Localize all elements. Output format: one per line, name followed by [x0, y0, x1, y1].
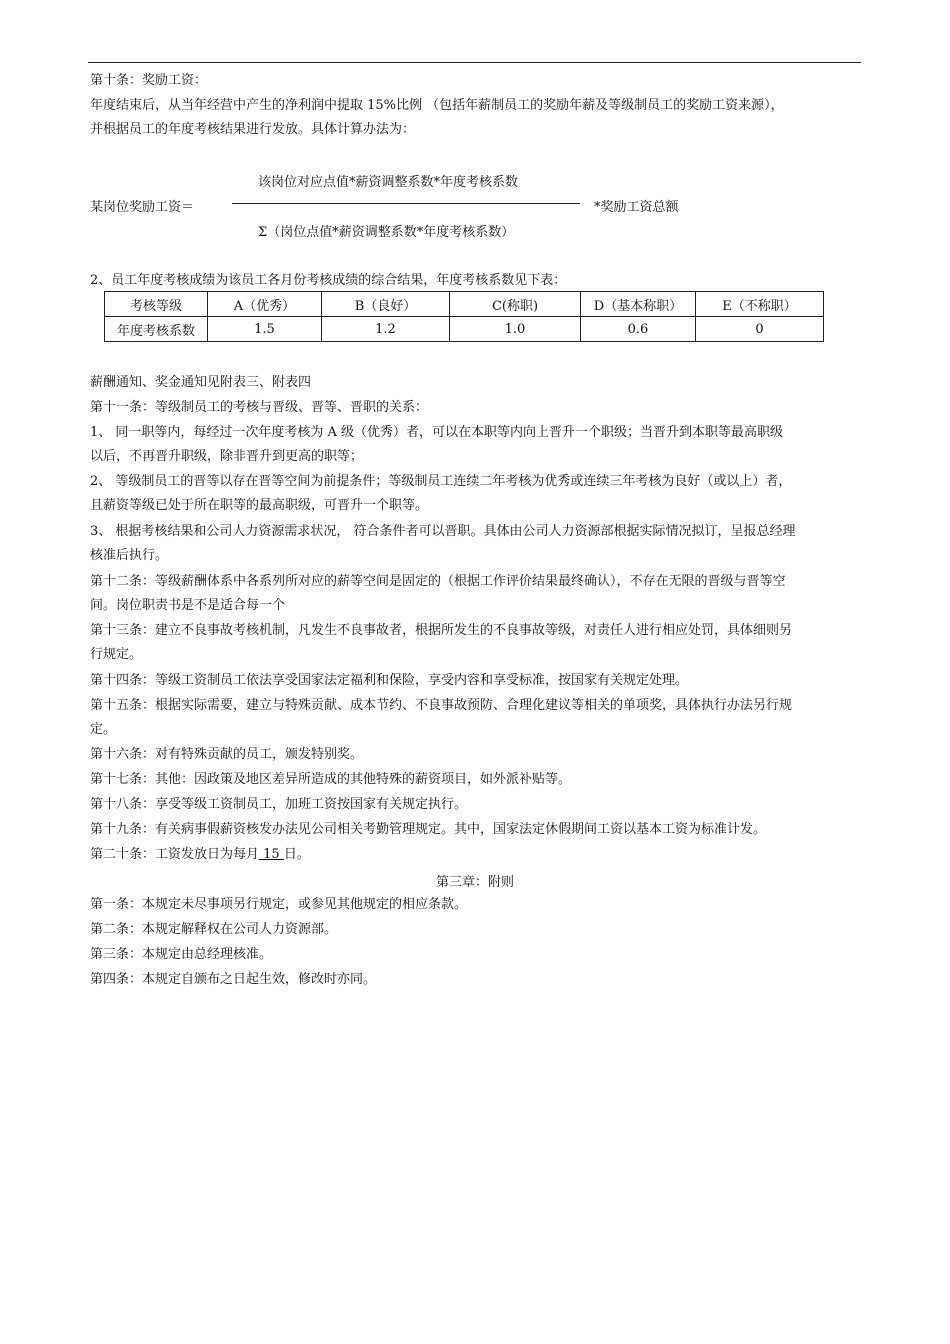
art20-prefix: 第二十条：工资发放日为每月 — [90, 847, 260, 862]
art11-p3a: 3、 根据考核结果和公司人力资源需求状况， 符合条件者可以晋职。具体由公司人力资源部根据实际情况拟订，呈报总经理 — [90, 524, 796, 539]
art15-line2: 定。 — [90, 722, 117, 737]
appendix-item: 第二条：本规定解释权在公司人力资源部。 — [90, 922, 338, 937]
art12-line2: 间。岗位职责书是不是适合每一个 — [90, 598, 286, 613]
fraction-bar — [232, 203, 580, 204]
header-rule — [88, 62, 861, 63]
pay-day-value: 15 — [259, 847, 284, 862]
table-cell: E（不称职） — [696, 292, 824, 317]
table-cell: A（优秀） — [208, 292, 322, 317]
art18-text: 第十八条：享受等级工资制员工，加班工资按国家有关规定执行。 — [90, 797, 468, 812]
notice-text: 薪酬通知、奖金通知见附表三、附表四 — [90, 375, 312, 390]
art10-title: 第十条：奖励工资： — [90, 73, 208, 88]
art11-p1b: 以后，不再晋升职级，除非晋升到更高的职等； — [90, 449, 364, 464]
table-cell: B（良好） — [322, 292, 450, 317]
art20-text — [90, 846, 310, 864]
art15-line1: 第十五条：根据实际需要，建立与特殊贡献、成本节约、不良事故预防、合理化建议等相关的单项奖，具体执行办法另行规 — [90, 698, 793, 713]
table-cell: 1.0 — [450, 317, 581, 342]
art11-p3b: 核准后执行。 — [90, 548, 169, 563]
table-cell: 考核等级 — [105, 292, 208, 317]
formula-tail: *奖励工资总额 — [594, 200, 679, 215]
appendix-item: 第四条：本规定自颁布之日起生效，修改时亦同。 — [90, 972, 377, 987]
art19-text: 第十九条：有关病事假薪资核发办法见公司相关考勤管理规定。其中，国家法定休假期间工资以基本工资为标准计发。 — [90, 822, 767, 837]
appendix-item: 第一条：本规定未尽事项另行规定，或参见其他规定的相应条款。 — [90, 897, 468, 912]
art11-p2a: 2、 等级制员工的晋等以存在晋等空间为前提条件；等级制员工连续二年考核为优秀或连续三年考核为良好（或以上）者， — [90, 474, 792, 489]
appendix-item: 第三条：本规定由总经理核准。 — [90, 947, 273, 962]
art11-title: 第十一条：等级制员工的考核与晋级、晋等、晋职的关系： — [90, 400, 429, 415]
art13-line1: 第十三条：建立不良事故考核机制，凡发生不良事故者，根据所发生的不良事故等级，对责任人进行相应处罚，具体细则另 — [90, 623, 793, 638]
art14-text: 第十四条：等级工资制员工依法享受国家法定福利和保险，享受内容和享受标准，按国家有关规定处理。 — [90, 673, 689, 688]
table-cell: 0 — [696, 317, 824, 342]
art20-suffix: 日。 — [283, 847, 310, 862]
table-cell: C(称职) — [450, 292, 581, 317]
table-row — [105, 317, 824, 342]
table-cell: 年度考核系数 — [105, 317, 208, 342]
art10-line2: 并根据员工的年度考核结果进行发放。具体计算办法为： — [90, 122, 416, 137]
table-cell: 0.6 — [581, 317, 696, 342]
art11-p1a: 1、 同一职等内，每经过一次年度考核为 A 级（优秀）者，可以在本职等内向上晋升一个职级；当晋升到本职等最高职级 — [90, 425, 784, 440]
table-header-row — [105, 292, 824, 317]
formula-label: 某岗位奖励工资＝ — [90, 200, 195, 215]
art11-p2b: 且薪资等级已处于所在职等的最高职级，可晋升一个职等。 — [90, 498, 429, 513]
item2-text: 2、员工年度考核成绩为该员工各月份考核成绩的综合结果，年度考核系数见下表： — [90, 273, 567, 288]
chapter3-heading: 第三章：附则 — [435, 875, 514, 890]
formula-numerator: 该岗位对应点值*薪资调整系数*年度考核系数 — [258, 175, 519, 190]
coefficient-table — [104, 291, 824, 342]
table-cell: 1.2 — [322, 317, 450, 342]
formula-denominator: Σ（岗位点值*薪资调整系数*年度考核系数） — [258, 225, 515, 240]
art17-text: 第十七条：其他：因政策及地区差异所造成的其他特殊的薪资项目，如外派补贴等。 — [90, 772, 572, 787]
table-cell: 1.5 — [208, 317, 322, 342]
table-cell: D（基本称职） — [581, 292, 696, 317]
art12-line1: 第十二条：等级薪酬体系中各系列所对应的薪等空间是固定的（根据工作评价结果最终确认），不存在无限的晋级与晋等空 — [90, 574, 786, 589]
art16-text: 第十六条：对有特殊贡献的员工，颁发特别奖。 — [90, 747, 364, 762]
art13-line2: 行规定。 — [90, 647, 143, 662]
art10-line1: 年度结束后，从当年经营中产生的净利润中提取 15%比例 （包括年薪制员工的奖励年薪及等级制员工的奖励工资来源）， — [90, 98, 784, 113]
